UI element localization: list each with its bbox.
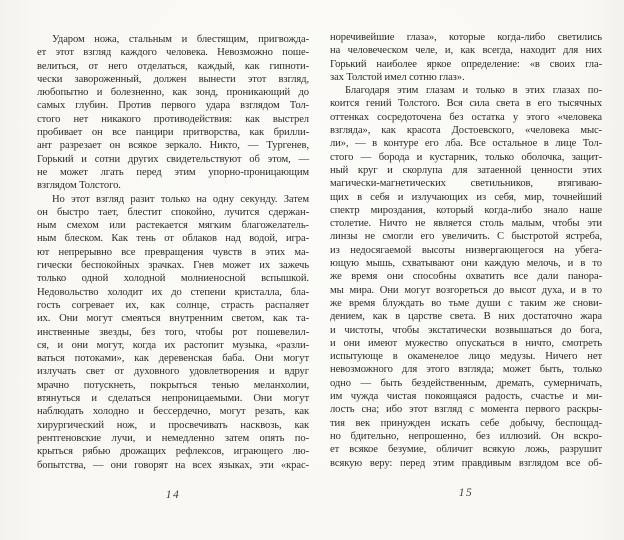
text-line: Горький и сотни других свидетельствуют об этом, — [37,153,309,165]
text-line: и чистоты, чтобы экстатически возвышаться до бога, [330,324,602,336]
text-line: но бдительно, непрошенно, без иллюзий. Он вскро- [330,430,602,442]
text-line: втянуться и сделаться непроницаемыми. Они могут [37,393,309,405]
text-line: ют непрерывно все превращения чувств в этих ма- [37,246,309,258]
text-line: излучать свет от духовного удовлетворения и вдруг [37,366,309,378]
text-line: крыться рябью дрожащих рефлексов, играющего лю- [37,446,309,458]
page-text-left [37,33,309,472]
text-line: лость сна; ибо этот взгляд с момента первого раскры- [330,404,602,416]
text-line: оттенках сосредоточена без остатка у этого «человека [330,111,602,123]
text-line: только одной холодной молниеносной вспышкой. [37,273,309,285]
text-line: взгляда», как красота Достоевского, «человека мыс- [330,125,602,137]
text-line: ант разрезает он всякое зеркало. Никто, — Тургенев, [37,140,309,152]
text-line: мрачно потускнеть, покрыться тенью меланхолии, [37,379,309,391]
page-text-right [330,31,602,470]
text-line: тия век принужден искать себе добычу, беспощад- [330,417,602,429]
text-line: ся, и они могут, когда их растопит музыка, «разли- [37,339,309,351]
text-line: стого — борода и кустарник, только оболочка, защит- [330,151,602,163]
page-number-right: 15 [458,486,474,499]
text-line: не может лгать перед этим упорно-проницающим [37,166,309,178]
text-line: ный круг и скорлупа для затаенной ценности этих [330,164,602,176]
text-line: Ударом ножа, стальным и блестящим, пригвожда- [52,34,309,45]
text-line: самых глубин. Против первого удара взглядом Тол- [37,100,309,112]
text-line: гость согревает их, как солнце, страсть распаляет [37,299,309,311]
text-line: коится гений Толстого. Вся сила света в его тысячных [330,98,602,110]
text-line: ваться потоками», как деревенская баба. Они могут [37,353,309,365]
text-line: же время блуждать во тьме души с таким же снови- [330,297,602,309]
text-line: столетие. Ничто не является столь малым, чтобы эти [330,218,602,230]
text-line: ет этот взгляд каждого человека. Невозможно поше- [37,47,309,59]
book-page-left [37,33,309,501]
text-line: норечивейшие глаза», которые когда-либо светились [330,32,602,43]
text-line: испытующе в окаменелое лицо медузы. Ничего нет [330,351,602,363]
text-line: одно — быть бездейственным, дремать, сумерничать, [330,377,602,389]
text-line: чески завороженный, должен вынести этот взгляд, [37,73,309,85]
text-line: им чужда чистая покоящаяся радость, счастье и ми- [330,391,602,403]
text-line: мы мира. Они могут возгореться до высот духа, и в то [330,284,602,296]
text-line: хирургический нож, и просвечивать насквозь, как [37,419,309,431]
text-line: ет всякое безумие, обличит всякую ложь, разрушит [330,444,602,456]
text-line: дением, как в царстве света. В них достаточно жара [330,311,602,323]
text-line: инственные звезды, без того, чтобы рот пошевелил- [37,326,309,338]
text-line: щих в себя и излучающих из себя, мир, точнейший [330,191,602,203]
text-line: ным смехом или растекается мягким благожелатель- [37,220,309,232]
text-line: велиться, от него отделаться, каждый, как гипноти- [37,60,309,72]
text-line: всякую веру: перед этим правдивым взглядом все об- [330,457,602,469]
text-line: их. Они могут смеяться внутренним светом, как та- [37,313,309,325]
text-line: Горький наиболее яркое определение: «в своих гла- [330,58,602,70]
text-line: линзы не смогли его увеличить. С быстротой ястреба, [330,231,602,243]
text-line: пробивает он все панцири притворства, как брилли- [37,127,309,139]
text-line: ным блеском. Как тень от облаков над водой, игра- [37,233,309,245]
text-line: же время они способны охватить все дали панора- [330,271,602,283]
text-line: гически беспокойных зрачках. Гнев может их зажечь [37,260,309,272]
text-line: Благодаря этим глазам и только в этих глазах по- [345,85,602,97]
page-number-left: 14 [165,488,181,501]
text-line: наблюдать холодно и бессердечно, могут резать, как [37,406,309,418]
text-line: ли», — в контуре его лба. Все остальное в лице Тол- [330,138,602,150]
text-line: Но этот взгляд разит только на одну секунду. Затем [52,193,309,205]
text-line: любопытно и болезненно, как зонд, проникающий до [37,87,309,99]
text-line: он быстро тает, блестит спокойно, лучится сдержан- [37,206,309,218]
text-line: из недосягаемой высоты низвергающегося на убега- [330,244,602,256]
book-page-right [330,31,602,499]
text-line: и они имеют мужество опускаться в ничто, смотреть [330,337,602,349]
text-line: спектр мироздания, который когда-либо знало наше [330,204,602,216]
text-line: невозможного для этого взгляда; может быть, только [330,364,602,376]
text-line: взглядом Толстого. [37,180,121,192]
text-line: бопытства, — они говорят на всех языках, эти «крас- [37,459,309,471]
text-line: зах Толстой имел сотню глаз». [330,71,465,83]
text-line: стого нет никакого противодействия: как выстрел [37,113,309,125]
text-line: на человеческом челе, и, как всегда, находит для них [330,45,602,57]
text-line: Недовольство холодит их до степени кристалла, бла- [37,286,309,298]
text-line: рентгеновские лучи, и немедленно затем опять по- [37,432,309,444]
text-line: ющую мышь, схватывают они каждую мелочь, и в то [330,258,602,270]
text-line: магически-магнетических светильников, втягиваю- [330,178,602,190]
